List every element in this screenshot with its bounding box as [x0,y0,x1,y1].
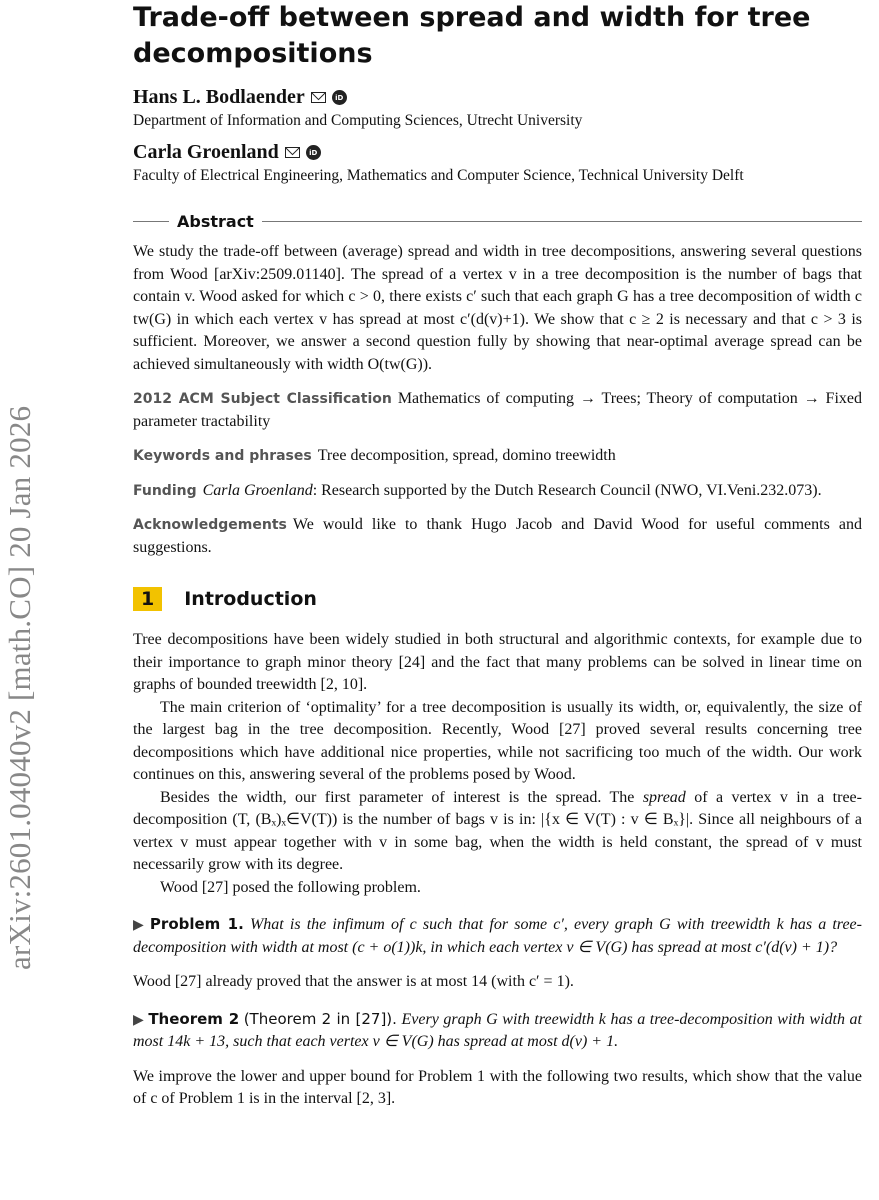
author-name [133,86,862,109]
acm-classification [133,388,862,433]
acm-value: Mathematics of computing → Trees; Theory of computation → Fixed parameter tractability [133,390,863,430]
funding [133,480,862,503]
paper-title: Trade-off between spread and width for tree decompositions [133,2,811,69]
intro-paragraph-3 [133,787,862,877]
author-name [133,141,862,164]
theorem-statement [133,1008,862,1054]
intro-paragraph-1: Tree decompositions have been widely studied in both structural and algorithmic contexts, for example due to their importance to graph minor theory [24] and the fact that many problems can be solved in linear time on graphs of bounded treewidth [2, 10]. [133,631,862,693]
theorem-label: Theorem 2 [148,1009,240,1028]
keywords [133,445,862,468]
author-1-affiliation: Department of Information and Computing Sciences, Utrecht University [133,112,583,129]
orcid-icon[interactable]: iD [306,145,321,160]
acknowledgements [133,514,862,559]
ack-key: Acknowledgements [133,517,287,533]
acm-key: 2012 ACM Subject Classification [133,391,392,407]
divider [262,221,862,222]
arxiv-identifier: arXiv:2601.04040v2 [math.CO] 20 Jan 2026 [2,405,37,970]
funding-key: Funding [133,482,197,499]
section-title: Introduction [184,588,317,610]
keywords-value: Tree decomposition, spread, domino treewidth [317,447,616,464]
theorem-text: Every graph G with treewidth k has a tree-decomposition with width at most 14k + 13, such that each vertex v ∈ V(G) has spread at most d(v) + 1. [133,1010,862,1050]
funding-name: Carla Groenland [202,481,313,499]
abstract-text: We study the trade-off between (average) spread and width in tree decompositions, answering several questions from Wood [arXiv:2509.01140]. The spread of a vertex v in a tree decomposition is the number of bags that contain v. Wood asked for which c > 0, there exists c′ such that each graph G has a tree decomposition of width c tw(G) in which each vertex v has spread at most c′(d(v)+1). We show that c ≥ 2 is necessary and that c > 3 is sufficient. Moreover, we answer a second question fully by showing that near-optimal average spread can be achieved simultaneously with width O(tw(G)). [133,243,862,373]
intro-paragraph-4: Wood [27] posed the following problem. [160,878,421,896]
author-1-name: Hans L. Bodlaender [133,86,305,108]
problem-label: Problem 1. [149,915,244,933]
closing-paragraph: We improve the lower and upper bound for Problem 1 with the following two results, which show that the value of c of Problem 1 is in the interval [2, 3]. [133,1067,862,1107]
mail-icon[interactable] [311,92,326,103]
funding-value: : Research supported by the Dutch Research Council (NWO, VI.Veni.232.073). [312,481,822,499]
after-problem-text: Wood [27] already proved that the answer is at most 14 (with c′ = 1). [133,973,574,990]
orcid-icon[interactable]: iD [332,90,347,105]
problem-text: What is the infimum of c such that for some c′, every graph G with treewidth k has a tree-decomposition with width at most (c + o(1))k, in which each vertex v ∈ V(G) has spread at most c′(d(v) + 1)? [133,916,862,956]
abstract-label: Abstract [177,212,254,231]
section-number: 1 [133,587,162,611]
intro-paragraph-2: The main criterion of ‘optimality’ for a tree decomposition is usually its width, or, equivalently, the size of the largest bag in the tree decomposition. Recently, Wood [27] proved several results concerning tree decompositions which have additional nice properties, while not sacrificing too much of the width. Our work continues on this, answering several of the problems posed by Wood. [133,698,862,783]
divider [133,221,169,222]
paper-page [133,0,862,1111]
triangle-marker-icon: ▶ [133,917,146,933]
problem-statement [133,913,862,959]
intro-p3-end: of a vertex v in a tree-decomposition (T, (Bₓ)ₓ∈V(T)) is the number of bags v is in: |{x ∈ V(T) : v ∈ Bₓ}|. Since all neighbours of a vertex v must appear together with v in some bag, when the width is held constant, the spread of v must necessarily grow with its degree. [133,788,862,873]
author-2-name: Carla Groenland [133,141,279,163]
intro-p3-start: Besides the width, our first parameter of interest is the spread. The [160,788,643,806]
author-2-affiliation: Faculty of Electrical Engineering, Mathematics and Computer Science, Technical University Delft [133,167,744,184]
theorem-note: (Theorem 2 in [27]). [243,1009,397,1028]
abstract-heading [133,212,862,231]
ack-value: We would like to thank Hugo Jacob and David Wood for useful comments and suggestions. [133,516,862,556]
mail-icon[interactable] [285,147,300,158]
keywords-key: Keywords and phrases [133,448,312,464]
triangle-marker-icon: ▶ [133,1011,145,1028]
spread-term: spread [642,788,686,806]
section-heading [133,587,862,611]
